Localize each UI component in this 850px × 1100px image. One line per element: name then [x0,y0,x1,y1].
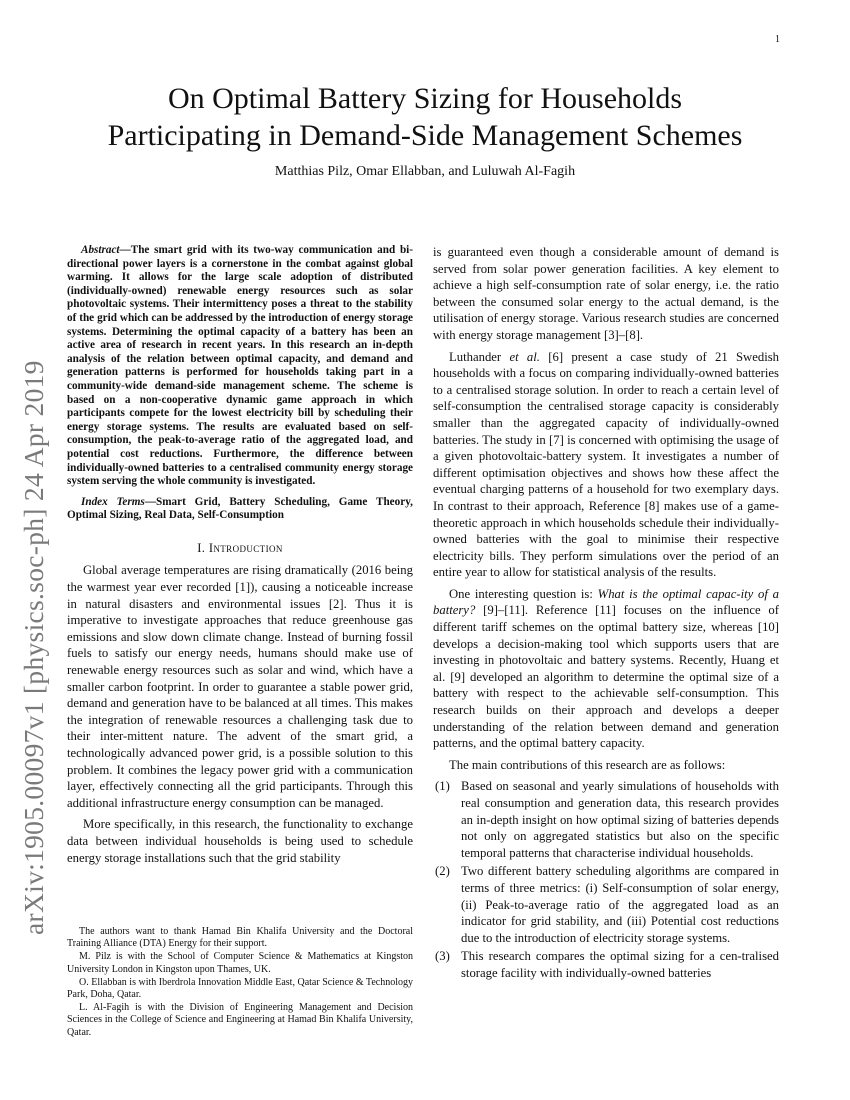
contribution-number: (3) [435,949,450,964]
abstract-lead: Abstract [81,244,120,256]
index-terms-text: —Smart Grid, Battery Scheduling, Game Theory, Optimal Sizing, Real Data, Self-Consumption [67,495,413,522]
footnote-alfagih: L. Al-Fagih is with the Division of Engineering Management and Decision Sciences in the College of Science and Engineering at Hamad Bin Khalifa University, Qatar. [67,1002,413,1038]
contribution-number: (2) [435,864,450,879]
arxiv-stamp: arXiv:1905.00097v1 [physics.soc-ph] 24 Apr 2019 [18,360,49,935]
index-terms [67,496,413,523]
contribution-number: (1) [435,779,450,794]
right-paragraph-1: is guaranteed even though a considerable amount of demand is served from solar power generation facilities. A key element to achieve a high self-consumption rate of solar energy, i.e. the ratio between the consumed solar energy to the actual demand, is the utilisation of energy storage. Various research studies are concerned with energy storage management [3]–[8]. [433,245,779,342]
contribution-item [433,778,779,861]
page-number: 1 [775,34,780,45]
contribution-text: Based on seasonal and yearly simulations of households with real consumption and generation data, this research provides an in-depth insight on how optimal sizing of batteries depends not only on aggregated statistics but also on the specific temporal patterns that characterise individual households. [461,779,779,860]
contribution-item [433,863,779,946]
contribution-item [433,948,779,981]
contribution-text: This research compares the optimal sizing for a cen-tralised storage facility with individually-owned batteries [461,949,779,980]
p2-before: Luthander [449,349,510,364]
p3-question: What is the optimal capac-ity of a battery? [433,586,779,618]
intro-paragraph-2: More specifically, in this research, the functionality to exchange data between individual households is being used to schedule energy storage installations such that the grid stability [67,817,413,865]
section-heading-introduction: I. Introduction [197,540,283,555]
abstract [67,244,413,489]
footnote-acknowledgement: The authors want to thank Hamad Bin Khalifa University and the Doctoral Training Alliance (DTA) Energy for their support. [67,926,413,950]
contributions-list [433,778,779,981]
right-column [433,244,779,984]
contribution-text: Two different battery scheduling algorithms are compared in terms of three metrics: (i) Self-consumption of solar energy, (ii) Peak-to-average ratio of the aggregated load as an indicator for grid stability, and (iii) Potential cost reductions due to the introduction of electricity storage systems. [461,864,779,945]
left-column [67,244,413,871]
abstract-text: —The smart grid with its two-way communication and bi-directional power layers is a cornerstone in the combat against global warming. It allows for the large scale adoption of distributed (individually-owned) renewable energy resources such as solar photovoltaic systems. Their intermittency poses a threat to the stability of the grid which can be addressed by the introduction of energy storage systems. Determining the optimal capacity of a battery has been an active area of research in recent years. In this research an in-depth analysis of the relation between optimal capacity, and demand and generation patterns is performed for households taking part in a community-wide demand-side management scheme. The scheme is based on a non-cooperative dynamic game approach in which participants compete for the lowest electricity bill by scheduling their energy storage systems. The results are evaluated based on self-consumption, the peak-to-average ratio of the aggregated load, and potential cost reductions. Furthermore, the difference between individually-owned batteries to a centralised community energy storage system serving the whole community is investigated. [67,244,413,488]
right-paragraph-2 [433,349,779,581]
p3-after: [9]–[11]. Reference [11] focuses on the influence of different tariff schemes on the optimal battery size, whereas [10] develops a decision-making tool which supports users that are investing in photovoltaic and battery systems. Recently, Huang et al. [9] developed an algorithm to determine the optimal size of a battery with respect to the achievable self-consumption. This research builds on their approach and develops a deeper understanding of the relation between demand and generation patterns, and the optimal battery capacity. [433,603,779,751]
right-paragraph-4: The main contributions of this research are as follows: [449,757,726,772]
footnote-pilz: M. Pilz is with the School of Computer Science & Mathematics at Kingston University London in Kingston upon Thames, UK. [67,951,413,975]
footnotes [67,926,413,1040]
author-list: Matthias Pilz, Omar Ellabban, and Luluwah Al-Fagih [274,164,576,179]
p2-emphasis: et al. [509,349,540,364]
footnote-ellabban: O. Ellabban is with Iberdrola Innovation Middle East, Qatar Science & Technology Park, Doha, Qatar. [67,976,413,1001]
p3-before: One interesting question is: [449,586,598,601]
p2-after: [6] present a case study of 21 Swedish households with a focus on comparing individually-owned batteries to a centralised storage solution. In order to reach a certain level of self-consumption the centralised storage capacity is considerably smaller than the aggregated capacity of individually-owned batteries. The study in [7] is concerned with optimising the usage of a given photovoltaic-battery system. It investigates a number of different optimisation objectives and shows how these affect the eventual charging patterns of a household for two exemplary days. In contrast to their approach, Reference [8] makes use of a game-theoretic approach in which households schedule their individually-owned batteries with the goal to minimise their respective electricity bills. They perform simulations over the period of an entire year to allow for statistical analysis of the results. [433,349,779,580]
index-terms-lead: Index Terms [81,495,145,508]
right-paragraph-3 [433,586,779,752]
title-line-2: Participating in Demand-Side Management Schemes [107,119,743,152]
title-line-1: On Optimal Battery Sizing for Households [167,82,683,115]
paper-title [60,80,790,154]
intro-paragraph-1: Global average temperatures are rising dramatically (2016 being the warmest year ever recorded [1]), causing a noticeable increase in natural disasters and environmental issues [2]. Thus it is imperative to investigate approaches that reduce greenhouse gas emissions and slow down climate change. Instead of burning fossil fuels to satisfy our energy needs, humans should make use of renewable energy resources such as solar and wind, which have a smaller carbon footprint. In order to guarantee a stable power grid, demand and generation have to be balanced at all times. This makes the integration of renewable resources a challenging task due to their inter-mittent nature. The advent of the smart grid, a technologically advanced power grid, is a possible solution to this problem. It combines the legacy power grid with a communication layer, effectively connecting all the grid participants. Through this additional infrastructure energy consumption can be managed. [67,563,413,810]
